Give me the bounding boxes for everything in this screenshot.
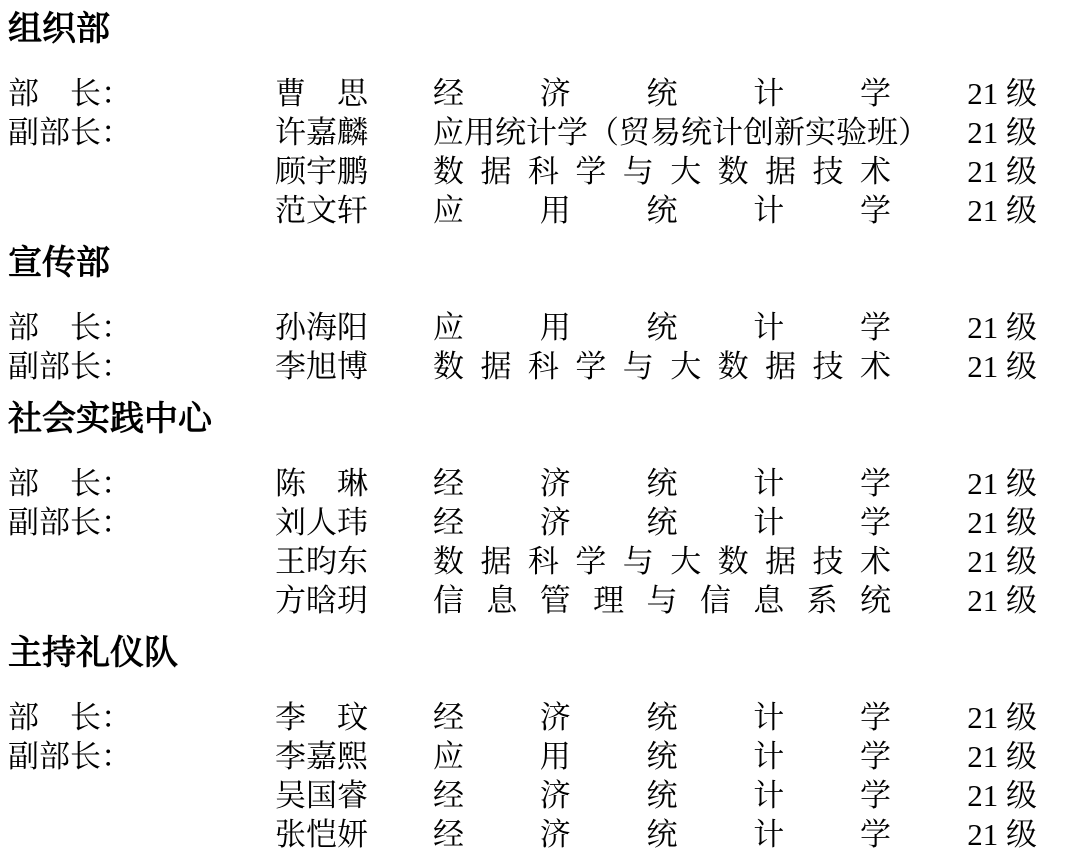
member-major: 经 济 统 计 学 [433, 76, 891, 111]
member-major: 应 用 统 计 学 [433, 310, 891, 345]
role-label: 副部长： [8, 349, 132, 384]
member-name: 张恺妍 [275, 817, 368, 852]
member-major: 信 息 管 理 与 信 息 系 统 [433, 583, 891, 618]
member-name: 范文轩 [275, 193, 368, 228]
member-row [8, 698, 1037, 737]
member-major: 应 用 统 计 学 （ 贸 易 统 计 创 新 实 验 班 ） [433, 115, 929, 150]
member-name: 王昀东 [275, 544, 368, 579]
section-host-etiquette-team [8, 634, 1037, 854]
section-title: 主持礼仪队 [8, 635, 178, 672]
member-row [8, 815, 1037, 854]
member-name: 孙海阳 [275, 310, 368, 345]
member-name: 刘人玮 [275, 505, 368, 540]
role-label: 部 长： [8, 466, 132, 501]
member-major: 经 济 统 计 学 [433, 700, 891, 735]
roster [8, 308, 1037, 386]
member-name: 吴国睿 [275, 778, 368, 813]
roster [8, 74, 1037, 230]
member-name: 曹 思 [275, 76, 368, 111]
member-major: 应 用 统 计 学 [433, 193, 891, 228]
member-grade: 21 级 [967, 466, 1037, 501]
member-row [8, 113, 1037, 152]
member-grade: 21 级 [967, 583, 1037, 618]
member-row [8, 503, 1037, 542]
role-label: 副部长： [8, 505, 132, 540]
member-grade: 21 级 [967, 817, 1037, 852]
member-name: 李嘉熙 [275, 739, 368, 774]
member-name: 方晗玥 [275, 583, 368, 618]
member-major: 数 据 科 学 与 大 数 据 技 术 [433, 349, 891, 384]
member-name: 许嘉麟 [275, 115, 368, 150]
member-major: 经 济 统 计 学 [433, 466, 891, 501]
member-grade: 21 级 [967, 505, 1037, 540]
member-row [8, 74, 1037, 113]
roster [8, 698, 1037, 854]
department-roster-document [8, 10, 1037, 854]
section-organization-dept [8, 10, 1037, 230]
member-grade: 21 级 [967, 544, 1037, 579]
member-name: 李 玟 [275, 700, 368, 735]
member-grade: 21 级 [967, 349, 1037, 384]
member-row [8, 776, 1037, 815]
role-label: 部 长： [8, 76, 132, 111]
member-row [8, 581, 1037, 620]
section-title: 宣传部 [8, 245, 110, 282]
member-grade: 21 级 [967, 154, 1037, 189]
member-row [8, 737, 1037, 776]
member-name: 陈 琳 [275, 466, 368, 501]
member-row [8, 191, 1037, 230]
member-grade: 21 级 [967, 739, 1037, 774]
section-publicity-dept [8, 244, 1037, 386]
member-major: 经 济 统 计 学 [433, 505, 891, 540]
role-label: 副部长： [8, 115, 132, 150]
section-title: 组织部 [8, 11, 110, 48]
member-major: 数 据 科 学 与 大 数 据 技 术 [433, 154, 891, 189]
member-grade: 21 级 [967, 76, 1037, 111]
role-label: 部 长： [8, 700, 132, 735]
member-major: 经 济 统 计 学 [433, 817, 891, 852]
role-label: 副部长： [8, 739, 132, 774]
member-grade: 21 级 [967, 778, 1037, 813]
member-major: 数 据 科 学 与 大 数 据 技 术 [433, 544, 891, 579]
member-row [8, 347, 1037, 386]
member-row [8, 542, 1037, 581]
member-grade: 21 级 [967, 193, 1037, 228]
section-title: 社会实践中心 [8, 401, 212, 438]
roster [8, 464, 1037, 620]
member-row [8, 464, 1037, 503]
member-grade: 21 级 [967, 700, 1037, 735]
member-grade: 21 级 [967, 310, 1037, 345]
member-name: 李旭博 [275, 349, 368, 384]
member-major: 应 用 统 计 学 [433, 739, 891, 774]
section-social-practice-center [8, 400, 1037, 620]
member-row [8, 308, 1037, 347]
member-row [8, 152, 1037, 191]
role-label: 部 长： [8, 310, 132, 345]
member-name: 顾宇鹏 [275, 154, 368, 189]
member-grade: 21 级 [967, 115, 1037, 150]
member-major: 经 济 统 计 学 [433, 778, 891, 813]
